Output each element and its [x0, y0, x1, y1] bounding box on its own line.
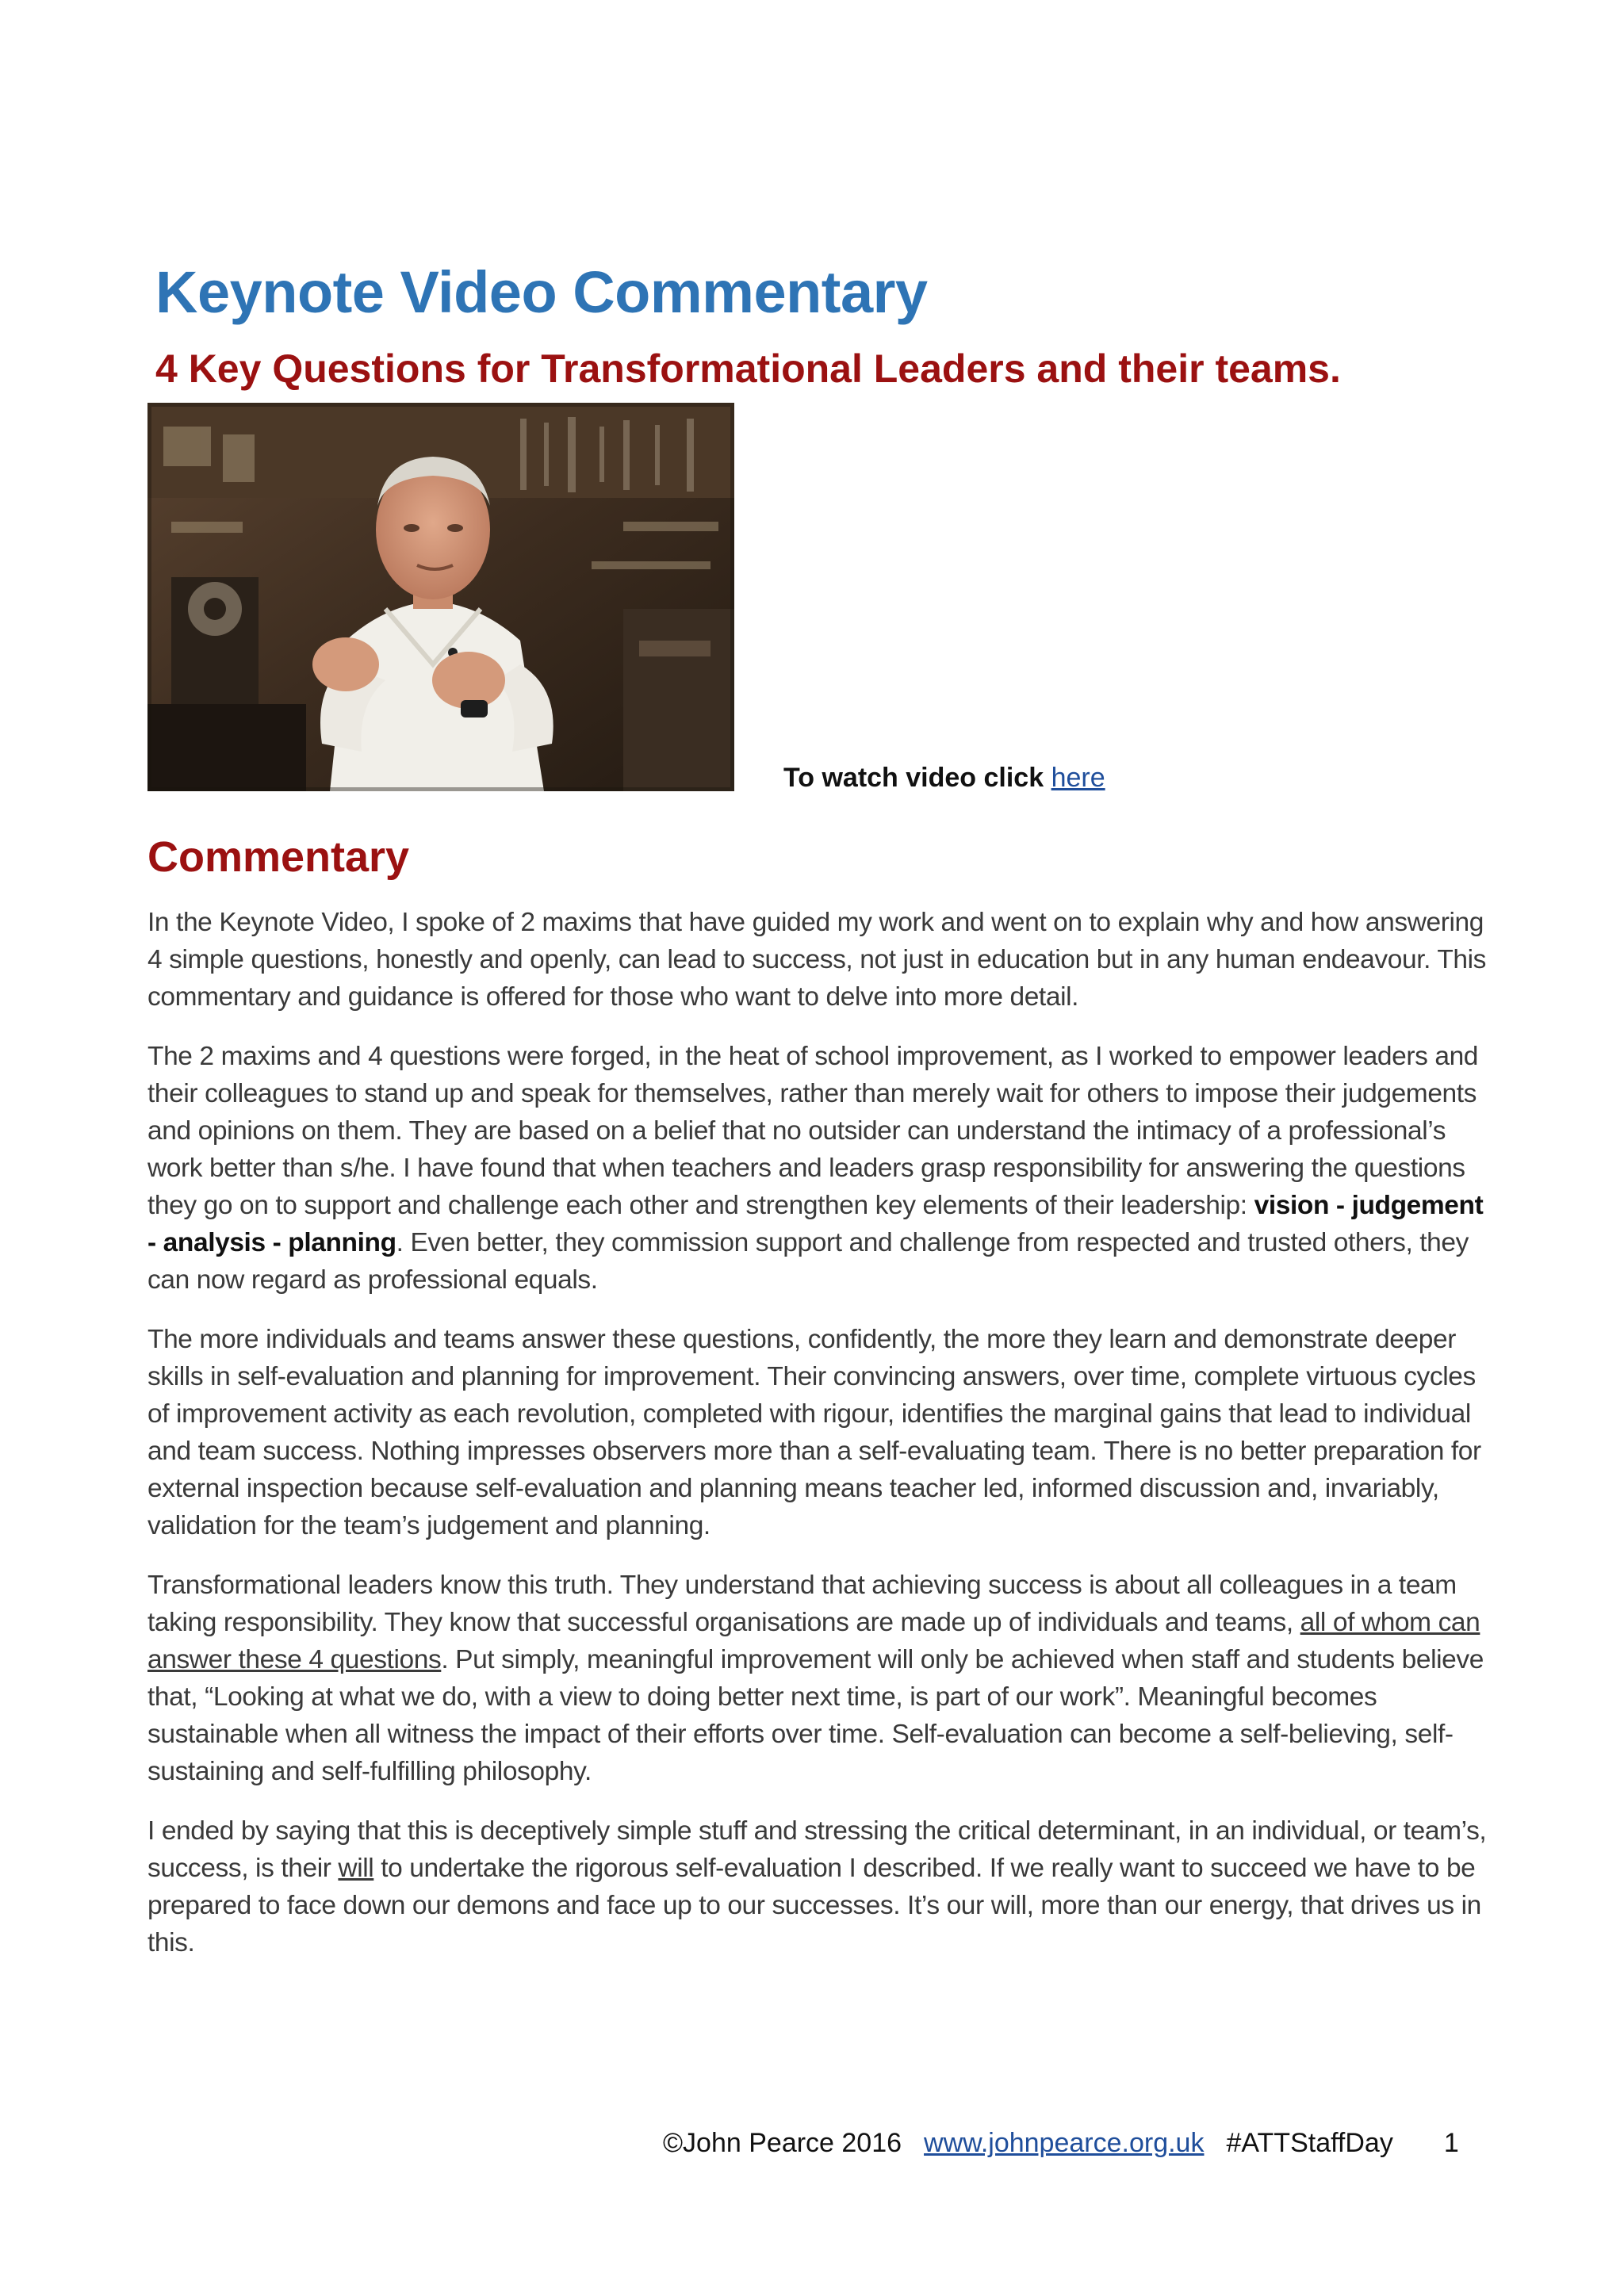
footer-copyright: ©John Pearce 2016 [663, 2128, 902, 2158]
paragraph-2-text-a: The 2 maxims and 4 questions were forged, in the heat of school improvement, as I worked to empower leaders and their colleagues to stand up and speak for themselves, rather than merely wait for others to impose their judgements and opinions on them. They are based on a belief that no outsider can understand the intimacy of a professional’s work better than s/he. I have found that when teachers and leaders grasp responsibility for answering the questions they go on to support and challenge each other and strengthen key elements of their leadership: [147, 1042, 1479, 1220]
video-thumbnail-image [147, 403, 734, 791]
paragraph-5-text-a: I ended by saying that this is deceptively simple stuff and stressing the critical determinant, in an individual, or team’s, success, is their [147, 1816, 1487, 1883]
watch-video-line [783, 763, 1105, 794]
paragraph-4-text-a: Transformational leaders know this truth. They understand that achieving success is about all colleagues in a team taking responsibility. They know that successful organisations are made up of individuals and teams, [147, 1571, 1457, 1637]
footer-page-number: 1 [1443, 2128, 1459, 2158]
paragraph-2-bold: vision - judgement - analysis - planning [147, 1191, 1484, 1257]
page-subtitle: 4 Key Questions for Transformational Leaders and their teams. [155, 346, 1341, 391]
paragraph-5-text-b: to undertake the rigorous self-evaluation I described. If we really want to succeed we have to be prepared to face down our demons and face up to our successes. It’s our will, more than our energy, that drives us in this. [147, 1854, 1481, 1957]
paragraph-1 [147, 904, 1488, 1016]
page-footer [663, 2128, 1459, 2159]
paragraph-3 [147, 1321, 1488, 1544]
watch-video-link[interactable]: here [1051, 763, 1105, 793]
commentary-body [147, 904, 1488, 1984]
paragraph-4 [147, 1567, 1488, 1790]
footer-hashtag: #ATTStaffDay [1226, 2128, 1393, 2158]
paragraph-4-text-b: . Put simply, meaningful improvement will only be achieved when staff and students believe that, “Looking at what we do, with a view to doing better next time, is part of our work”. Meaningful becomes sustainable when all witness the impact of their efforts over time. Self-evaluation can become a self-believing, self-sustaining and self-fulfilling philosophy. [147, 1645, 1484, 1786]
section-heading-commentary: Commentary [147, 833, 410, 881]
footer-website-link[interactable]: www.johnpearce.org.uk [924, 2128, 1205, 2158]
page-title: Keynote Video Commentary [155, 259, 928, 325]
paragraph-3-text: The more individuals and teams answer these questions, confidently, the more they learn and demonstrate deeper skills in self-evaluation and planning for improvement. Their convincing answers, over time, complete virtuous cycles of improvement activity as each revolution, completed with rigour, identifies the marginal gains that lead to individual and team success. Nothing impresses observers more than a self-evaluating team. There is no better preparation for external inspection because self-evaluation and planning means teacher led, informed discussion and, invariably, validation for the team’s judgement and planning. [147, 1325, 1481, 1540]
paragraph-1-text: In the Keynote Video, I spoke of 2 maxims that have guided my work and went on to explain why and how answering 4 simple questions, honestly and openly, can lead to success, not just in education but in any human endeavour. This commentary and guidance is offered for those who want to delve into more detail. [147, 908, 1487, 1012]
paragraph-2-text-b: . Even better, they commission support and challenge from respected and trusted others, they can now regard as professional equals. [147, 1228, 1469, 1295]
paragraph-5-underline: will [338, 1854, 374, 1883]
watch-video-prefix: To watch video click [783, 763, 1051, 793]
paragraph-2 [147, 1038, 1488, 1299]
paragraph-4-underline: all of whom can answer these 4 questions [147, 1608, 1480, 1674]
paragraph-5 [147, 1812, 1488, 1961]
video-thumbnail[interactable] [147, 403, 734, 791]
